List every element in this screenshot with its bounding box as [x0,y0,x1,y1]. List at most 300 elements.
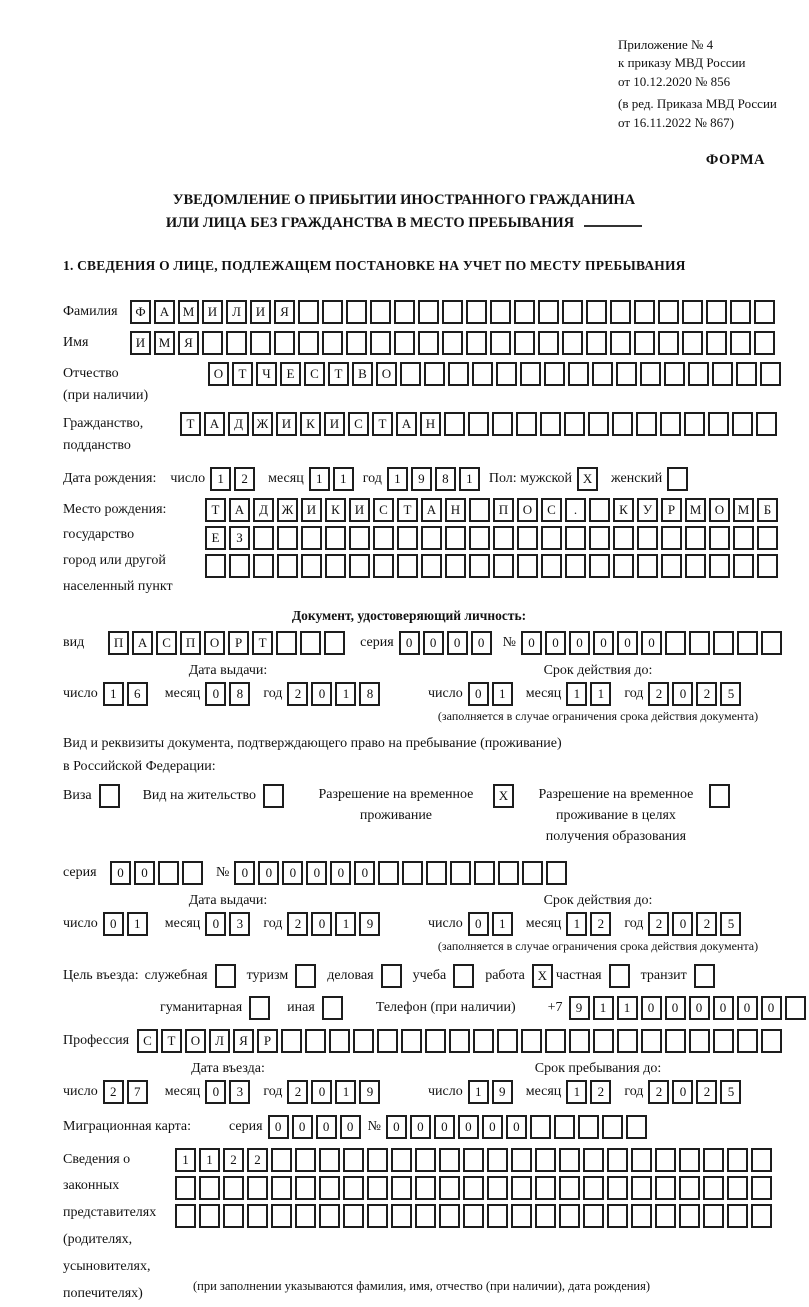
cell [298,300,319,324]
field-citizenship [63,412,785,455]
cell: 0 [103,912,124,936]
cell [444,412,465,436]
cell: 1 [566,682,587,706]
cell [517,554,538,578]
staydoc-valid-heading: Срок действия до: [543,892,653,908]
iddoc-issued-month-label: месяц [164,686,201,702]
cell: 2 [287,1080,308,1104]
staydoc-options [63,784,785,847]
cell: Т [161,1029,182,1053]
cell: 0 [713,996,734,1020]
cell [319,1204,340,1228]
cell: П [108,631,129,655]
cell [250,331,271,355]
cell: З [229,526,250,550]
cell [377,1029,398,1053]
cell: 0 [471,631,492,655]
cell [271,1148,292,1172]
cell [391,1176,412,1200]
cell: М [154,331,175,355]
purpose-option-checkbox [532,964,556,988]
cell [367,1148,388,1172]
cell [535,1176,556,1200]
cell [370,300,391,324]
staydoc-issued-year-label: год [263,915,283,931]
citizenship-label-line1: Гражданство, [63,416,144,432]
staydoc-issued-month-cells [205,912,253,936]
cell: 0 [330,861,351,885]
cell [263,784,284,808]
cell: 1 [199,1148,220,1172]
cell: С [304,362,325,386]
option-visa [63,784,123,808]
cell [175,1204,196,1228]
cell [641,1029,662,1053]
cell [343,1176,364,1200]
cell [712,362,733,386]
cell [487,1148,508,1172]
purpose-option-label: учеба [412,967,447,983]
purpose-label: Цель въезда: [63,967,139,983]
cell: 9 [359,912,380,936]
cell: Е [205,526,226,550]
cell: 2 [696,682,717,706]
cell: Ф [130,300,151,324]
iddoc-number-label: № [502,635,516,651]
cell [514,331,535,355]
stay-until-year-cells [648,1080,744,1104]
cell [487,1204,508,1228]
cell [215,964,236,988]
cell: 1 [566,912,587,936]
cell [158,861,179,885]
staydoc-valid-month-cells [566,912,614,936]
cell [727,1176,748,1200]
cell [631,1204,652,1228]
guardians-label [63,1148,175,1307]
staydoc-number-cells [234,861,570,885]
cell: 0 [234,861,255,885]
cell [703,1176,724,1200]
cell: П [180,631,201,655]
cell [473,1029,494,1053]
cell [370,331,391,355]
cell [610,300,631,324]
section1-heading: 1. СВЕДЕНИЯ О ЛИЦЕ, ПОДЛЕЖАЩЕМ ПОСТАНОВКЕ НА УЧЕТ ПО МЕСТУ ПРЕБЫВАНИЯ [63,258,686,274]
cell [516,412,537,436]
cell [565,526,586,550]
cell [305,1029,326,1053]
cell [426,861,447,885]
cell: 1 [468,1080,489,1104]
cell [223,1176,244,1200]
field-birthdate [63,467,785,491]
cell [277,526,298,550]
option-business [327,964,404,988]
patronymic-label-line1: Отчество [63,366,119,382]
cell [301,554,322,578]
purpose-option-label: работа [485,967,525,983]
cell [442,331,463,355]
cell: 1 [210,467,231,491]
cell [295,964,316,988]
cell: О [709,498,730,522]
cell [588,412,609,436]
cell [322,996,343,1020]
cell [727,1204,748,1228]
birthdate-year-cells [387,467,483,491]
birthdate-month-cells [309,467,357,491]
cell: 0 [205,1080,226,1104]
guardians-cells [175,1148,775,1232]
cell: Т [372,412,393,436]
staydoc-note: (заполняется в случае ограничения срока действия документа) [437,938,759,953]
stay-until-day-cells [468,1080,516,1104]
cell: Л [226,300,247,324]
cell [607,1148,628,1172]
cell: 2 [223,1148,244,1172]
cell [397,526,418,550]
iddoc-issued-col [63,663,428,724]
cell [394,331,415,355]
cell [469,526,490,550]
cell [583,1176,604,1200]
purpose-option-checkbox [609,964,633,988]
cell: 8 [359,682,380,706]
cell [520,362,541,386]
option-humanitarian [160,996,273,1020]
iddoc-issued-month-cells [205,682,253,706]
cell [544,362,565,386]
guardians-label-line6: попечителях) [63,1285,143,1301]
cell [439,1204,460,1228]
staydoc-valid-col [428,893,768,954]
cell [737,1029,758,1053]
cell [202,331,223,355]
staydoc-valid-day-label: число [428,915,463,931]
iddoc-valid-year-label: год [624,686,644,702]
cell: М [685,498,706,522]
cell: Ж [277,498,298,522]
cell [381,964,402,988]
birthplace-label-line1: Место рождения: [63,502,167,518]
cell [694,964,715,988]
iddoc-issued-day-cells [103,682,151,706]
cell: Т [397,498,418,522]
cell: 2 [696,1080,717,1104]
cell [466,331,487,355]
cell [99,784,120,808]
cell [733,554,754,578]
cell [322,331,343,355]
cell: 8 [229,682,250,706]
cell: Е [280,362,301,386]
cell [658,300,679,324]
staydoc-valid-year-label: год [624,915,644,931]
cell: 0 [447,631,468,655]
cell [684,412,705,436]
cell: 9 [569,996,590,1020]
cell: А [204,412,225,436]
cell [730,300,751,324]
staydoc-issued-day-label: число [63,915,98,931]
cell [445,526,466,550]
cell: 2 [590,1080,611,1104]
cell: 0 [399,631,420,655]
cell: Н [420,412,441,436]
migcard-series-cells [268,1115,364,1139]
cell [402,861,423,885]
cell [682,300,703,324]
birthdate-year-label: год [362,471,382,487]
cell [709,554,730,578]
cell [613,554,634,578]
iddoc-issued-day-label: число [63,686,98,702]
cell [322,300,343,324]
cell [421,526,442,550]
cell [655,1204,676,1228]
cell: 0 [268,1115,289,1139]
cell [562,331,583,355]
cell: 0 [410,1115,431,1139]
profession-cells [137,1029,785,1053]
cell [511,1148,532,1172]
iddoc-series-cells [399,631,495,655]
cell: 2 [648,1080,669,1104]
cell: И [324,412,345,436]
cell [586,300,607,324]
header-reference [618,36,793,132]
entry-date-col [63,1061,428,1104]
cell [514,300,535,324]
purpose-row1 [63,964,785,988]
guardians-label-line4: (родителях, [63,1231,133,1247]
cell [685,554,706,578]
cell: . [565,498,586,522]
birthdate-month-label: месяц [268,471,304,487]
cell [439,1176,460,1200]
cell [394,300,415,324]
cell [751,1148,772,1172]
cell: Т [232,362,253,386]
cell: 0 [641,631,662,655]
staydoc-dates [63,893,785,954]
iddoc-series-label: серия [360,635,394,651]
staydoc-valid-month-label: месяц [525,915,562,931]
header-line: от 10.12.2020 № 856 [618,73,731,89]
cell [616,362,637,386]
cell [400,362,421,386]
iddoc-issued-heading: Дата выдачи: [188,663,268,679]
cell [343,1148,364,1172]
cell: 5 [720,912,741,936]
cell: 2 [648,912,669,936]
field-migration-card [63,1115,785,1139]
cell [631,1148,652,1172]
cell: 1 [387,467,408,491]
cell [199,1204,220,1228]
cell: А [421,498,442,522]
cell: 2 [590,912,611,936]
iddoc-issued-row [63,682,428,706]
cell: И [349,498,370,522]
cell [559,1204,580,1228]
stay-until-month-label: месяц [525,1083,562,1099]
cell [468,412,489,436]
cell: 0 [311,912,332,936]
birthdate-day-label: число [170,471,206,487]
cell [391,1148,412,1172]
cell [589,498,610,522]
cell: О [517,498,538,522]
cell: 1 [566,1080,587,1104]
cell: 0 [386,1115,407,1139]
field-birthplace [63,498,785,600]
cell [612,412,633,436]
cell [511,1176,532,1200]
cell [277,554,298,578]
birthplace-label [63,498,205,600]
cell [538,331,559,355]
cell [497,1029,518,1053]
cell: А [132,631,153,655]
cell [565,554,586,578]
cell: 3 [229,1080,250,1104]
form-title [63,189,785,234]
birthplace-row2-cells [205,526,781,550]
cell [469,554,490,578]
patronymic-label [63,362,208,405]
cell [613,526,634,550]
purpose-option-label: деловая [327,967,374,983]
cell: Р [228,631,249,655]
cell [401,1029,422,1053]
cell: 0 [205,912,226,936]
purpose-option-checkbox [381,964,405,988]
cell: Н [445,498,466,522]
cell: Ж [252,412,273,436]
cell: 2 [648,682,669,706]
cell [415,1176,436,1200]
cell: 0 [258,861,279,885]
cell: Д [228,412,249,436]
cell [226,331,247,355]
patronymic-cells [208,362,784,386]
staydoc-valid-row [428,912,768,936]
option-work [485,964,556,988]
header-line: Приложение № 4 [618,37,714,52]
staydoc-issued-heading: Дата выдачи: [188,892,268,908]
cell: 0 [468,912,489,936]
cell [713,1029,734,1053]
cell [453,964,474,988]
entry-day-cells [103,1080,151,1104]
cell [761,1029,782,1053]
option-residence-permit [143,784,287,808]
iddoc-valid-year-cells [648,682,744,706]
cell [421,554,442,578]
cell [343,1204,364,1228]
phone-prefix: +7 [547,999,563,1015]
cell [667,467,688,491]
cell: М [178,300,199,324]
cell: И [130,331,151,355]
cell: X [532,964,553,988]
cell: 1 [333,467,354,491]
cell: К [613,498,634,522]
header-line: к приказу МВД России [618,55,746,71]
cell [586,331,607,355]
field-patronymic [63,362,785,405]
staydoc-issued-month-label: месяц [164,915,201,931]
guardians-row2-cells [175,1176,775,1200]
cell: 5 [720,682,741,706]
cell [319,1176,340,1200]
cell [751,1176,772,1200]
purpose-option-checkbox [249,996,273,1020]
cell: 0 [593,631,614,655]
cell [540,412,561,436]
cell [634,331,655,355]
header-line: от 16.11.2022 № 867) [618,114,735,130]
cell [325,554,346,578]
cell [682,331,703,355]
cell [535,1148,556,1172]
cell [425,1029,446,1053]
cell [637,554,658,578]
cell: Т [252,631,273,655]
purpose-option-checkbox [694,964,718,988]
cell [562,300,583,324]
option-transit [641,964,718,988]
cell: 0 [311,682,332,706]
cell: 0 [110,861,131,885]
cell: О [204,631,225,655]
cell [637,526,658,550]
cell: С [137,1029,158,1053]
guardians-label-line3: представителях [63,1204,157,1220]
cell: А [229,498,250,522]
cell: Т [180,412,201,436]
cell: 0 [761,996,782,1020]
cell [496,362,517,386]
cell [373,526,394,550]
cell [688,362,709,386]
cell: 1 [335,682,356,706]
iddoc-dates [63,663,785,724]
guardians-row3-cells [175,1204,775,1228]
cell: 1 [459,467,480,491]
cell [349,554,370,578]
cell [490,300,511,324]
surname-cells [130,300,778,324]
cell: 0 [282,861,303,885]
cell [301,526,322,550]
cell: И [301,498,322,522]
cell [634,300,655,324]
surname-label: Фамилия [63,304,118,320]
purpose-option-checkbox [215,964,239,988]
sex-female-checkbox [667,467,691,491]
phone-cells [569,996,809,1020]
cell [498,861,519,885]
staydoc-series-label: серия [63,864,97,880]
purpose-option-label: гуманитарная [160,999,243,1015]
cell: X [577,467,598,491]
entry-month-label: месяц [164,1083,201,1099]
cell [685,526,706,550]
cell: В [352,362,373,386]
